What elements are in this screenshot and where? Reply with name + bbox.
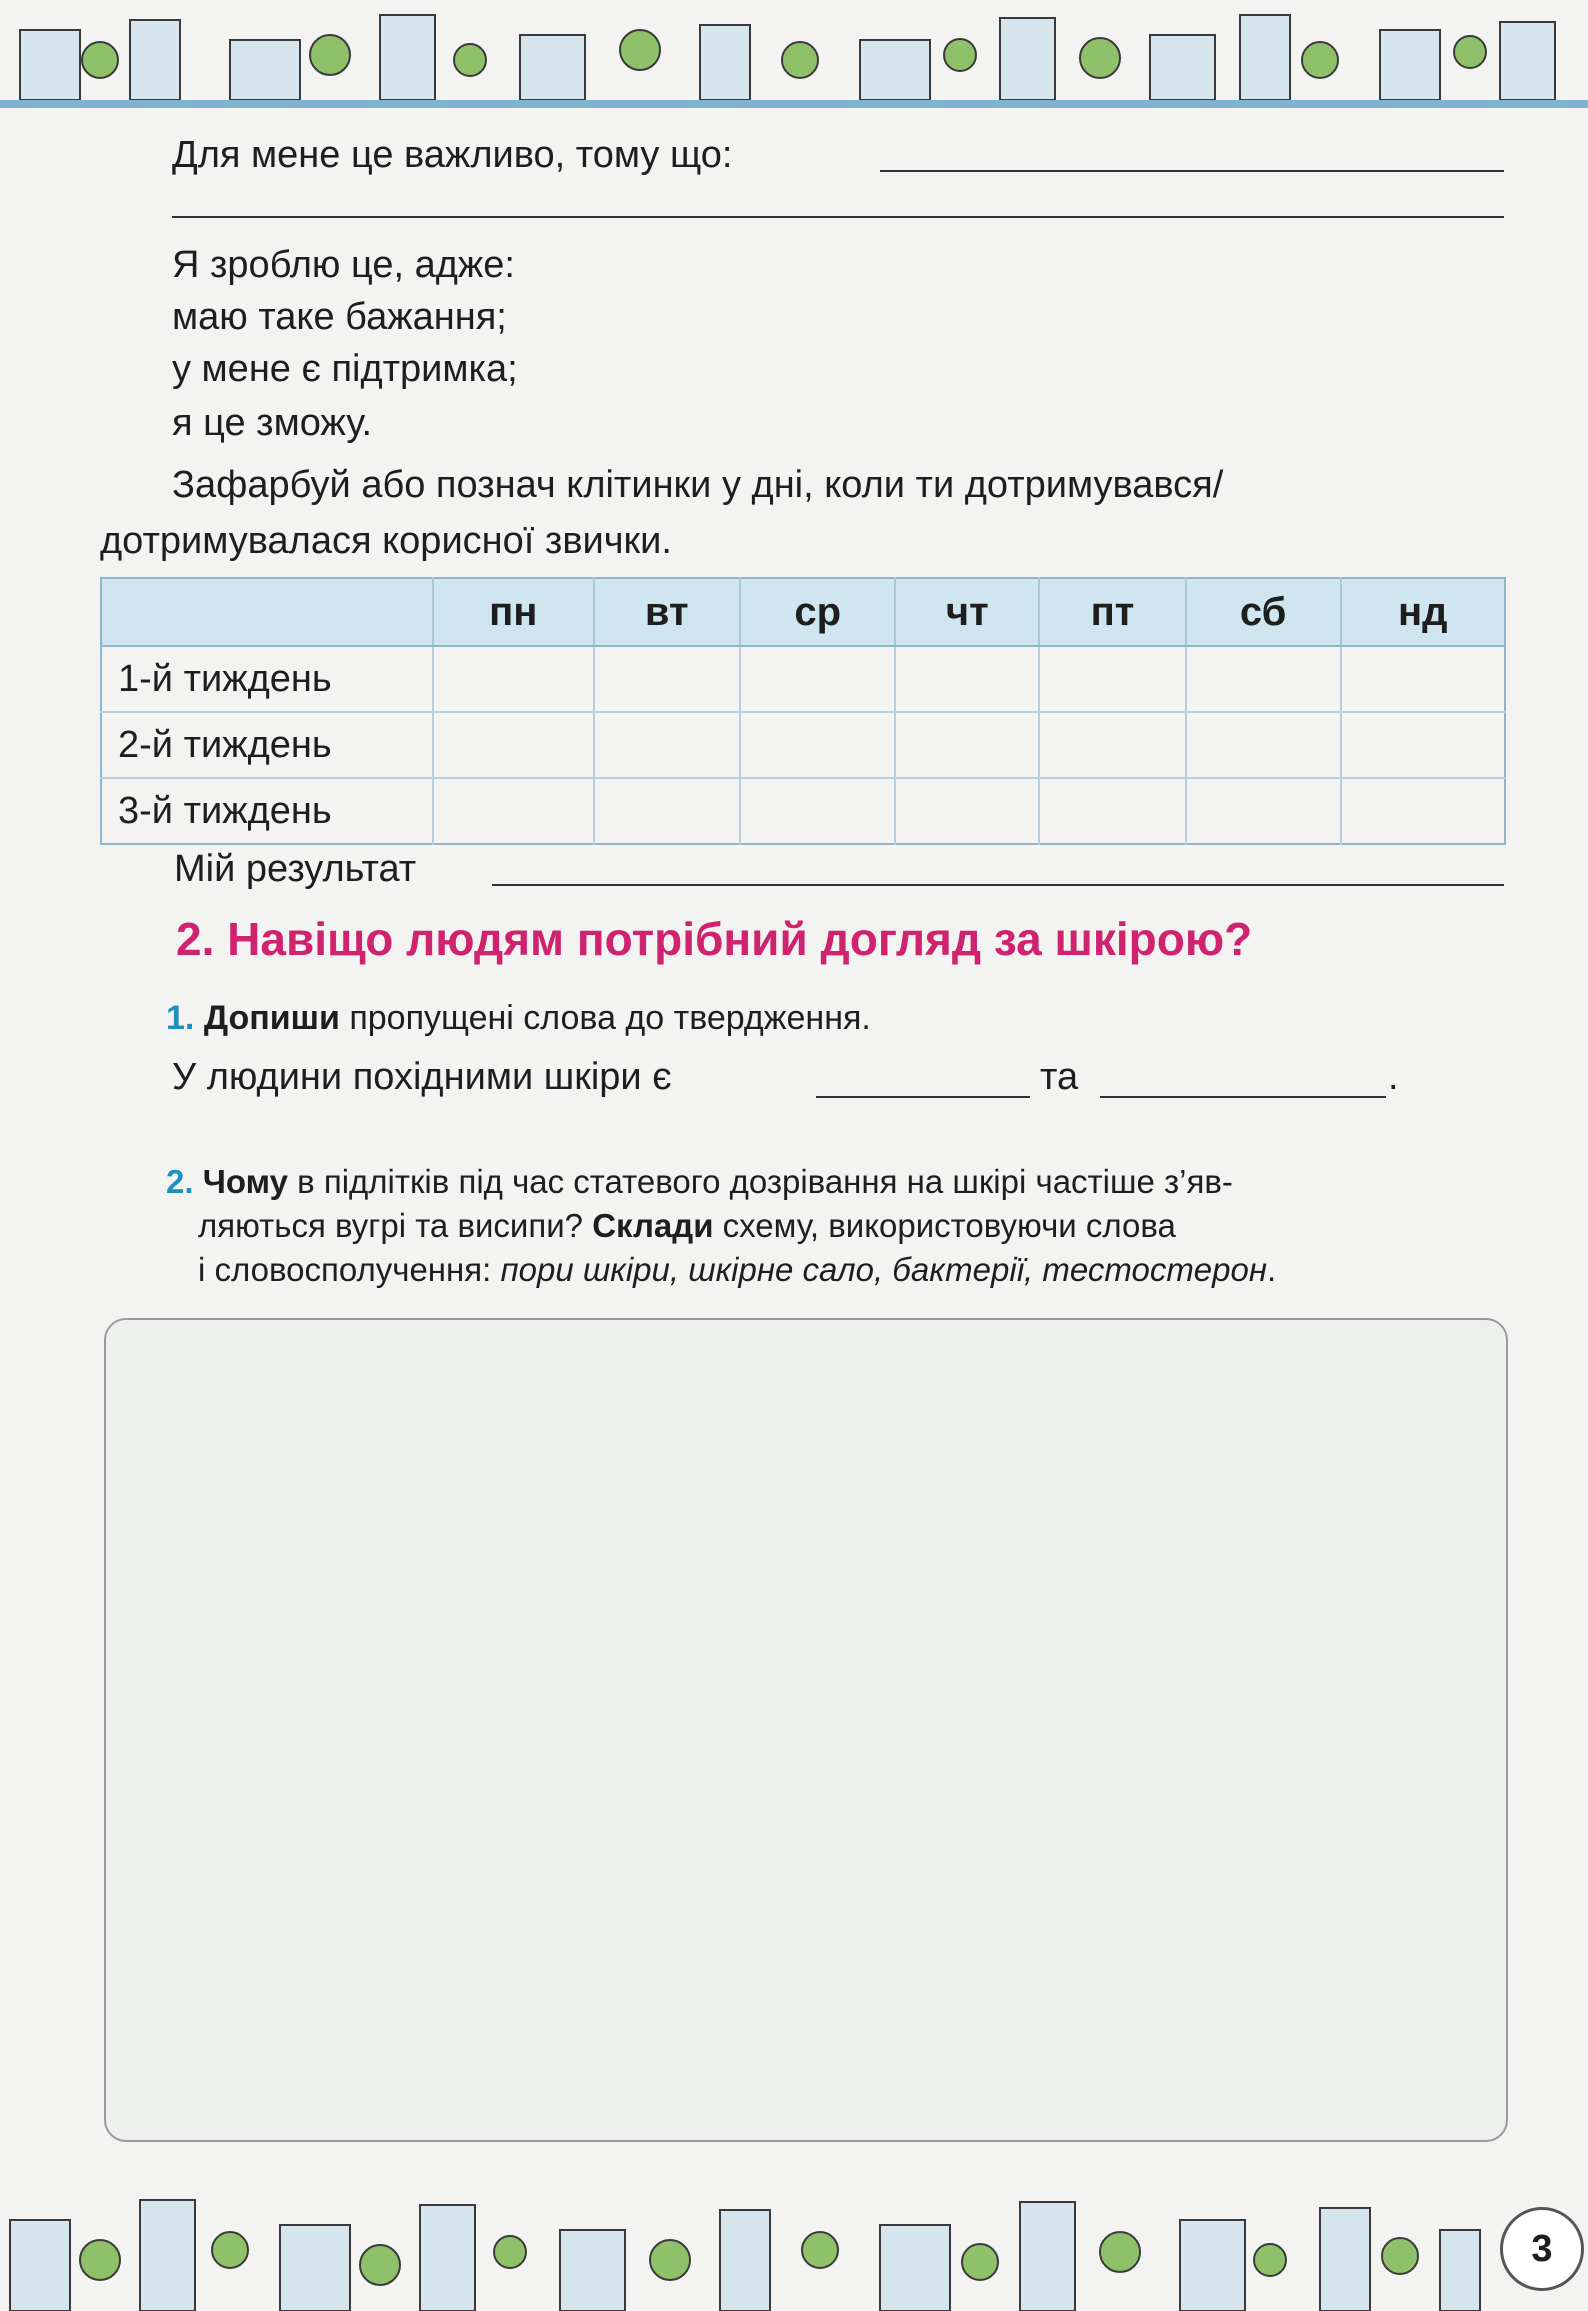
day-cell[interactable] <box>433 712 594 778</box>
day-header: чт <box>895 578 1039 646</box>
table-row <box>101 778 1505 844</box>
day-cell[interactable] <box>1341 646 1505 712</box>
day-cell[interactable] <box>895 712 1039 778</box>
reason-item: я це зможу. <box>172 402 373 444</box>
day-cell[interactable] <box>895 646 1039 712</box>
day-cell[interactable] <box>1039 712 1186 778</box>
day-cell[interactable] <box>1341 778 1505 844</box>
habit-tracker-table <box>100 577 1506 845</box>
day-cell[interactable] <box>740 646 896 712</box>
task-1-sentence-mid: та <box>1040 1056 1079 1098</box>
table-row <box>101 712 1505 778</box>
task-1-instruction <box>166 996 871 1040</box>
day-cell[interactable] <box>1186 646 1341 712</box>
week-label: 1-й тиждень <box>101 646 433 712</box>
day-header: сб <box>1186 578 1341 646</box>
task-text: . <box>1267 1251 1277 1288</box>
task-2-line-2 <box>166 1204 1506 1248</box>
page-number: 3 <box>1500 2207 1584 2291</box>
day-cell[interactable] <box>1186 778 1341 844</box>
day-header: нд <box>1341 578 1505 646</box>
task-verb: Склади <box>592 1207 714 1244</box>
will-do-label: Я зроблю це, адже: <box>172 244 515 286</box>
important-answer-line-2[interactable] <box>172 216 1504 218</box>
table-corner-cell <box>101 578 433 646</box>
result-label: Мій результат <box>174 848 417 890</box>
week-label: 2-й тиждень <box>101 712 433 778</box>
week-label: 3-й тиждень <box>101 778 433 844</box>
day-cell[interactable] <box>594 646 740 712</box>
day-cell[interactable] <box>594 778 740 844</box>
task-1-sentence-start: У людини похідними шкіри є <box>172 1056 672 1098</box>
day-cell[interactable] <box>594 712 740 778</box>
instruction-text: Зафарбуй або познач клітинки у дні, коли ти дотримувався/ <box>172 464 1224 506</box>
task-text: і словосполучення: <box>198 1251 501 1288</box>
task-2-instruction <box>166 1160 1506 1292</box>
task-1-sentence-end: . <box>1388 1056 1399 1098</box>
day-cell[interactable] <box>740 778 896 844</box>
city-border-top-illustration <box>0 0 1588 112</box>
keywords: пори шкіри, шкірне сало, бактерії, тестостерон <box>500 1251 1268 1288</box>
day-header: пт <box>1039 578 1186 646</box>
day-cell[interactable] <box>1039 778 1186 844</box>
task-text: пропущені слова до твердження. <box>339 999 871 1037</box>
task-text: схему, використовуючи слова <box>713 1207 1176 1244</box>
task-verb: Допиши <box>203 999 340 1037</box>
table-header-row <box>101 578 1505 646</box>
day-cell[interactable] <box>895 778 1039 844</box>
city-border-bottom-illustration <box>0 2180 1588 2311</box>
table-row <box>101 646 1505 712</box>
reason-item: маю таке бажання; <box>172 296 507 338</box>
task-verb: Чому <box>202 1163 288 1200</box>
answer-blank-1[interactable] <box>816 1096 1030 1098</box>
task-2-line-3 <box>166 1248 1506 1292</box>
instruction-text-cont: дотримувалася корисної звички. <box>100 520 672 562</box>
task-number: 1. <box>166 999 195 1037</box>
day-cell[interactable] <box>1186 712 1341 778</box>
day-cell[interactable] <box>1039 646 1186 712</box>
result-answer-line[interactable] <box>492 884 1504 886</box>
answer-blank-2[interactable] <box>1100 1096 1386 1098</box>
day-header: вт <box>594 578 740 646</box>
section-title: 2. Навіщо людям потрібний догляд за шкірою? <box>176 913 1253 965</box>
scheme-answer-area[interactable] <box>104 1318 1508 2142</box>
day-cell[interactable] <box>1341 712 1505 778</box>
important-answer-line[interactable] <box>880 170 1504 172</box>
important-label: Для мене це важливо, тому що: <box>172 134 733 176</box>
day-cell[interactable] <box>433 646 594 712</box>
day-header: пн <box>433 578 594 646</box>
day-header: ср <box>740 578 896 646</box>
task-text: ляються вугрі та висипи? <box>198 1207 593 1244</box>
reason-item: у мене є підтримка; <box>172 348 518 390</box>
task-text: в підлітків під час статевого дозрівання на шкірі частіше з’яв- <box>287 1163 1233 1200</box>
day-cell[interactable] <box>740 712 896 778</box>
task-2-line-1 <box>166 1160 1506 1204</box>
task-number: 2. <box>166 1163 194 1200</box>
day-cell[interactable] <box>433 778 594 844</box>
